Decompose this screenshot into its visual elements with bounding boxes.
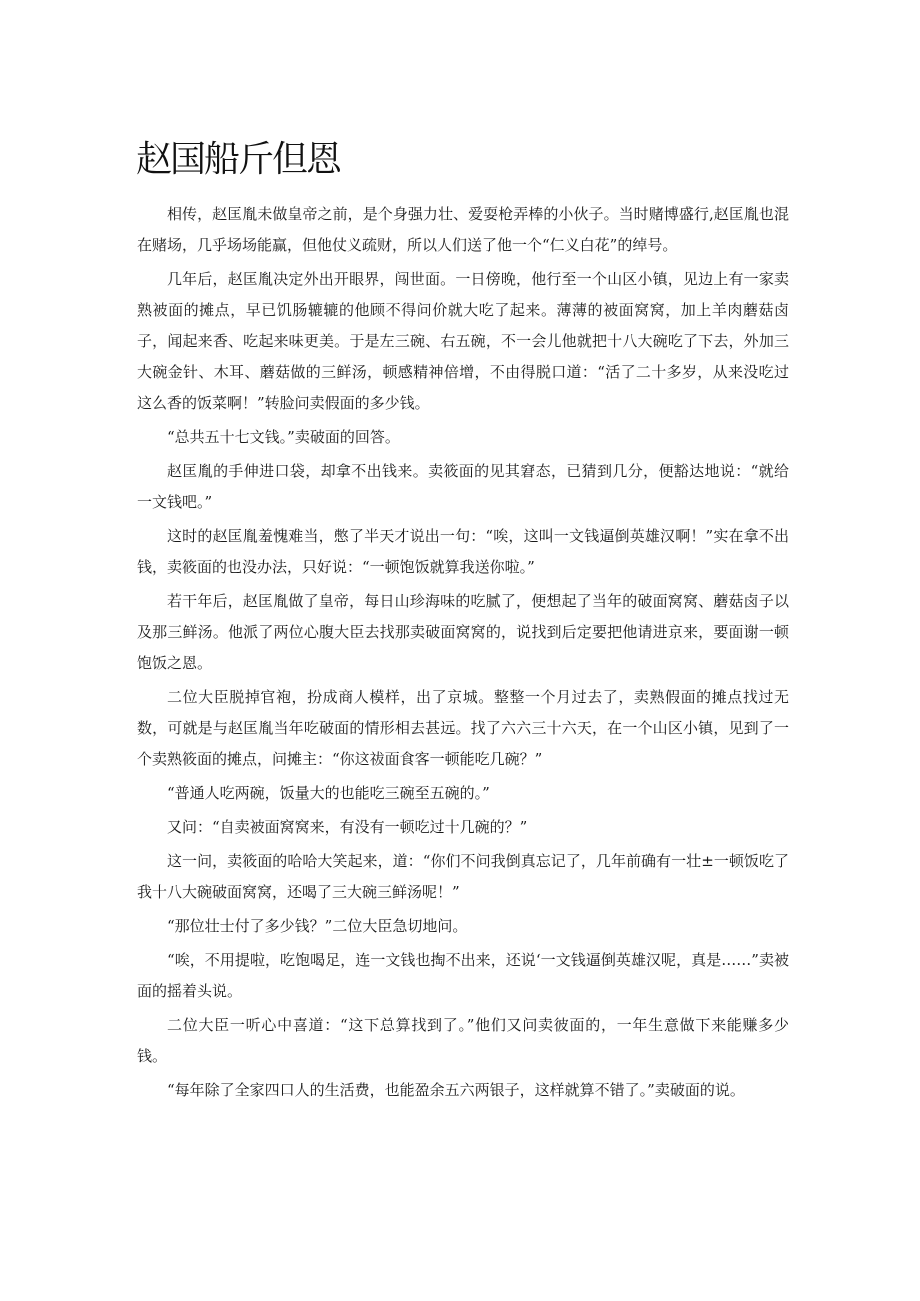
paragraph: “唉，不用提啦，吃饱喝足，连一文钱也掏不出来，还说‘一文钱逼倒英雄汉呢，真是……”卖被面的摇着头说。 xyxy=(137,951,789,1000)
paragraph: “普通人吃两碗，饭量大的也能吃三碗至五碗的。” xyxy=(167,784,490,802)
paragraph: 这一问，卖筱面的哈哈大笑起来，道：“你们不问我倒真忘记了，几年前确有一壮±一顿饭吃了我十八大碗破面窝窝，还喝了三大碗三鲜汤呢！” xyxy=(137,852,789,901)
paragraph: 二位大臣一听心中喜道：“这下总算找到了。”他们又问卖彼面的，一年生意做下来能赚多少钱。 xyxy=(137,1016,789,1065)
paragraph: “那位壮士付了多少钱？”二位大臣急切地问。 xyxy=(167,917,468,935)
paragraph: 二位大臣脱掉官袍，扮成商人模样，出了京城。整整一个月过去了，卖熟假面的摊点找过无数，可就是与赵匡胤当年吃破面的情形相去甚远。找了六六三十六天，在一个山区小镇，见到了一个卖熟筱面的摊点，问摊主：“你这祓面食客一顿能吃几碗？” xyxy=(137,688,789,768)
paragraph: 几年后，赵匡胤决定外出开眼界，闯世面。一日傍晚，他行至一个山区小镇，见边上有一家卖熟被面的摊点，早已饥肠辘辘的他顾不得问价就大吃了起来。薄薄的被面窝窝，加上羊肉蘑菇卤子，闻起来香、吃起来味更美。于是左三碗、右五碗，不一会儿他就把十八大碗吃了下去，外加三大碗金针、木耳、蘑菇做的三鲜汤，顿感精神倍增，不由得脱口道：“活了二十多岁，从来没吃过这么香的饭菜啊！”转脸问卖假面的多少钱。 xyxy=(137,270,789,412)
paragraph: 赵匡胤的手伸进口袋，却拿不出钱来。卖筱面的见其窘态，已猜到几分，便豁达地说：“就给一文钱吧。” xyxy=(137,462,789,511)
document-title: 赵国船斤但恩 xyxy=(136,139,341,180)
paragraph: 相传，赵匡胤未做皇帝之前，是个身强力壮、爱耍枪弄棒的小伙子。当时赌博盛行,赵匡胤也混在赌场，几乎场场能赢，但他仗义疏财，所以人们送了他一个“仁义白花”的绰号。 xyxy=(137,205,789,254)
document-body xyxy=(137,199,789,1109)
paragraph: 这时的赵匡胤羞愧难当，憋了半天才说出一句：“唉，这叫一文钱逼倒英雄汉啊！”实在拿不出钱，卖筱面的也没办法，只好说：“一顿饱饭就算我送你啦。” xyxy=(137,527,789,576)
paragraph: 若干年后，赵匡胤做了皇帝，每日山珍海味的吃腻了，便想起了当年的破面窝窝、蘑菇卤子以及那三鲜汤。他派了两位心腹大臣去找那卖破面窝窝的，说找到后定要把他请进京来，要面谢一顿饱饭之恩。 xyxy=(137,592,789,672)
paragraph: “每年除了全家四口人的生活费，也能盈余五六两银子，这样就算不错了。”卖破面的说。 xyxy=(167,1081,745,1099)
paragraph: “总共五十七文钱。”卖破面的回答。 xyxy=(167,428,400,446)
paragraph: 又问：“自卖被面窝窝来，有没有一顿吃过十几碗的？” xyxy=(167,818,528,836)
